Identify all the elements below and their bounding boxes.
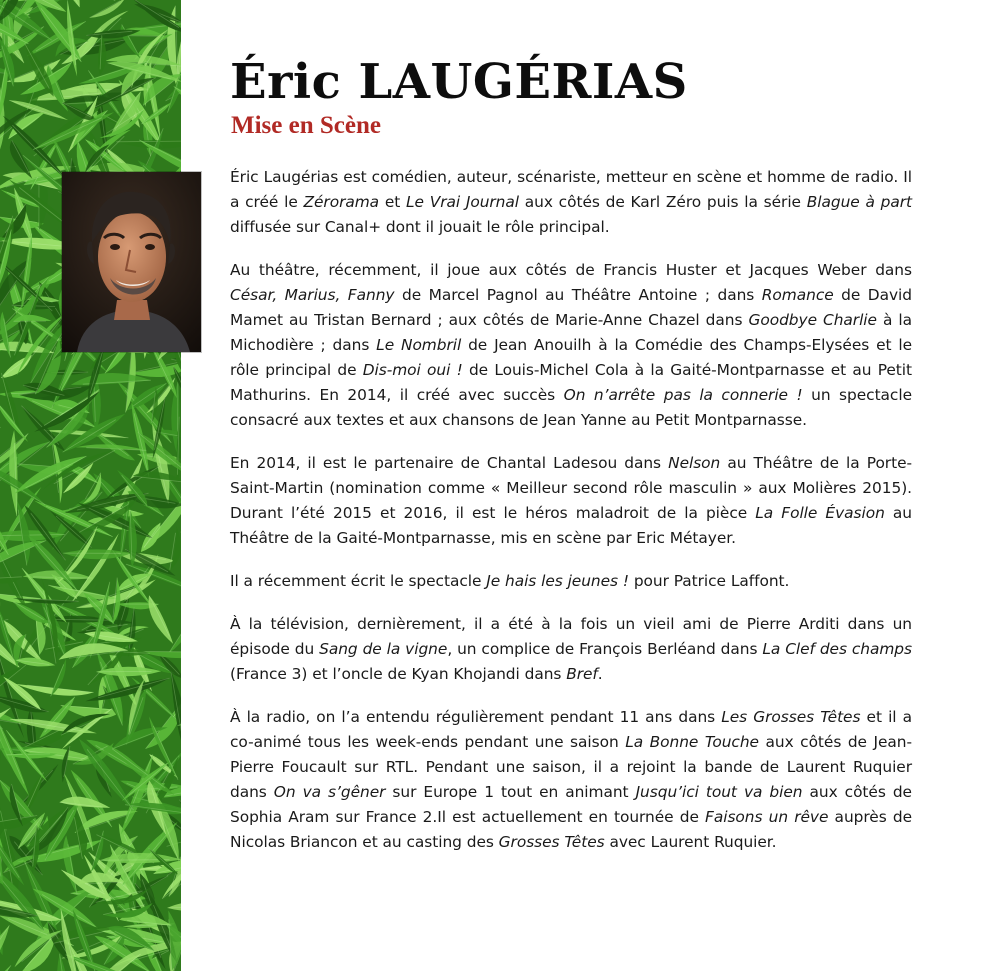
grass-blade: [145, 0, 181, 5]
grass-blade-vein: [112, 749, 165, 788]
grass-blade: [0, 378, 1, 428]
grass-blade-vein: [90, 1, 121, 18]
bio-text-run: à la Michodière ; dans: [230, 311, 912, 354]
grass-blade: [86, 30, 140, 39]
bio-text-run: et il a co-animé tous les week-ends pendant une saison: [230, 708, 913, 751]
grass-blade-vein: [145, 0, 181, 2]
page-subtitle: Mise en Scène: [231, 112, 381, 139]
bio-text-run: À la télévision, dernièrement, il a été à la fois un vieil ami de Pierre Arditi dans un épisode du: [230, 615, 912, 658]
grass-blade: [168, 593, 181, 654]
bio-text-run: aux côtés de Karl Zéro puis la série: [519, 193, 807, 211]
italic-title-text: Blague à part: [806, 193, 912, 211]
italic-title-text: On n’arrête pas la connerie !: [563, 386, 803, 404]
italic-title-text: Zérorama: [303, 193, 380, 211]
bio-paragraph: [230, 569, 912, 594]
grass-background-panel: [0, 0, 181, 971]
grass-blade-vein: [96, 671, 151, 672]
italic-title-text: Jusqu’ici tout va bien: [635, 783, 803, 801]
biography-text: [230, 165, 912, 873]
bio-text-run: aux côtés de Jean-Pierre Foucault sur RTL. Pendant une saison, il a rejoint la bande de Laurent Ruquier dans: [230, 733, 912, 801]
bio-paragraph: [230, 612, 912, 687]
bio-paragraph: [230, 258, 912, 433]
grass-blade-vein: [134, 413, 149, 477]
italic-title-text: La Bonne Touche: [625, 733, 759, 751]
bio-text-run: au Théâtre de la Porte-Saint-Martin (nomination comme « Meilleur second rôle masculin » aux Molières 2015). Durant l’été 2015 et 2016, il est le héros maladroit de la pièce: [230, 454, 912, 522]
italic-title-text: Faisons un rêve: [705, 808, 829, 826]
bio-text-run: diffusée sur Canal+ dont il jouait le rôle principal.: [230, 218, 610, 236]
grass-blade-vein: [26, 772, 44, 811]
italic-title-text: Nelson: [668, 454, 721, 472]
italic-title-text: Les Grosses Têtes: [721, 708, 861, 726]
bio-text-run: Au théâtre, récemment, il joue aux côtés de Francis Huster et Jacques Weber dans: [230, 261, 912, 279]
grass-blade: [60, 797, 111, 808]
portrait-photo: [62, 172, 201, 352]
italic-title-text: La Folle Évasion: [755, 504, 885, 522]
bio-text-run: À la radio, on l’a entendu régulièrement pendant 11 ans dans: [230, 708, 722, 726]
grass-blade: [16, 658, 55, 667]
bio-text-run: de Jean Anouilh à la Comédie des Champs-Elysées et le rôle principal de: [230, 336, 912, 379]
italic-title-text: César, Marius, Fanny: [230, 286, 395, 304]
italic-title-text: Je hais les jeunes !: [486, 572, 629, 590]
grass-blade-vein: [59, 0, 116, 1]
bio-paragraph: [230, 165, 912, 240]
bio-text-run: de David Mamet au Tristan Bernard ; aux côtés de Marie-Anne Chazel dans: [230, 286, 912, 329]
italic-title-text: Sang de la vigne: [319, 640, 448, 658]
bio-text-run: au Théâtre de la Gaité-Montparnasse, mis en scène par Eric Métayer.: [230, 504, 913, 547]
grass-blade: [98, 35, 106, 75]
bio-text-run: (France 3) et l’oncle de Kyan Khojandi dans: [230, 665, 567, 683]
bio-text-run: avec Laurent Ruquier.: [604, 833, 777, 851]
grass-blade: [171, 671, 181, 754]
bio-text-run: En 2014, il est le partenaire de Chantal Ladesou dans: [230, 454, 669, 472]
italic-title-text: La Clef des champs: [762, 640, 912, 658]
italic-title-text: Dis-moi oui !: [362, 361, 463, 379]
bio-text-run: , un complice de François Berléand dans: [447, 640, 763, 658]
bio-text-run: de Louis-Michel Cola à la Gaité-Montparnasse et au Petit Mathurins. En 2014, il créé avec succès: [230, 361, 912, 404]
bio-text-run: aux côtés de Sophia Aram sur France 2.Il est actuellement en tournée de: [230, 783, 912, 826]
bio-text-run: sur Europe 1 tout en animant: [385, 783, 636, 801]
bio-text-run: et: [379, 193, 406, 211]
italic-title-text: Le Vrai Journal: [406, 193, 519, 211]
bio-text-run: de Marcel Pagnol au Théâtre Antoine ; dans: [394, 286, 762, 304]
italic-title-text: Grosses Têtes: [498, 833, 605, 851]
italic-title-text: Romance: [761, 286, 834, 304]
bio-text-run: auprès de Nicolas Briancon et au casting des: [230, 808, 912, 851]
grass-blade-vein: [140, 652, 181, 653]
grass-blade: [167, 902, 181, 911]
bio-text-run: Éric Laugérias est comédien, auteur, scénariste, metteur en scène et homme de radio. Il a créé le: [230, 168, 912, 211]
italic-title-text: On va s’gêner: [273, 783, 386, 801]
grass-blade-vein: [0, 965, 11, 971]
bio-text-run: Il a récemment écrit le spectacle: [230, 572, 487, 590]
bio-text-run: un spectacle consacré aux textes et aux chansons de Jean Yanne au Petit Montparnasse.: [230, 386, 912, 429]
italic-title-text: Goodbye Charlie: [748, 311, 877, 329]
italic-title-text: Bref: [566, 665, 598, 683]
grass-blade: [63, 836, 77, 895]
bio-paragraph: [230, 451, 912, 551]
bio-text-run: pour Patrice Laffont.: [628, 572, 790, 590]
bio-paragraph: [230, 705, 912, 855]
page-title: Éric LAUGÉRIAS: [230, 54, 688, 110]
bio-text-run: .: [597, 665, 603, 683]
grass-blade-vein: [14, 602, 45, 620]
italic-title-text: Le Nombril: [376, 336, 462, 354]
